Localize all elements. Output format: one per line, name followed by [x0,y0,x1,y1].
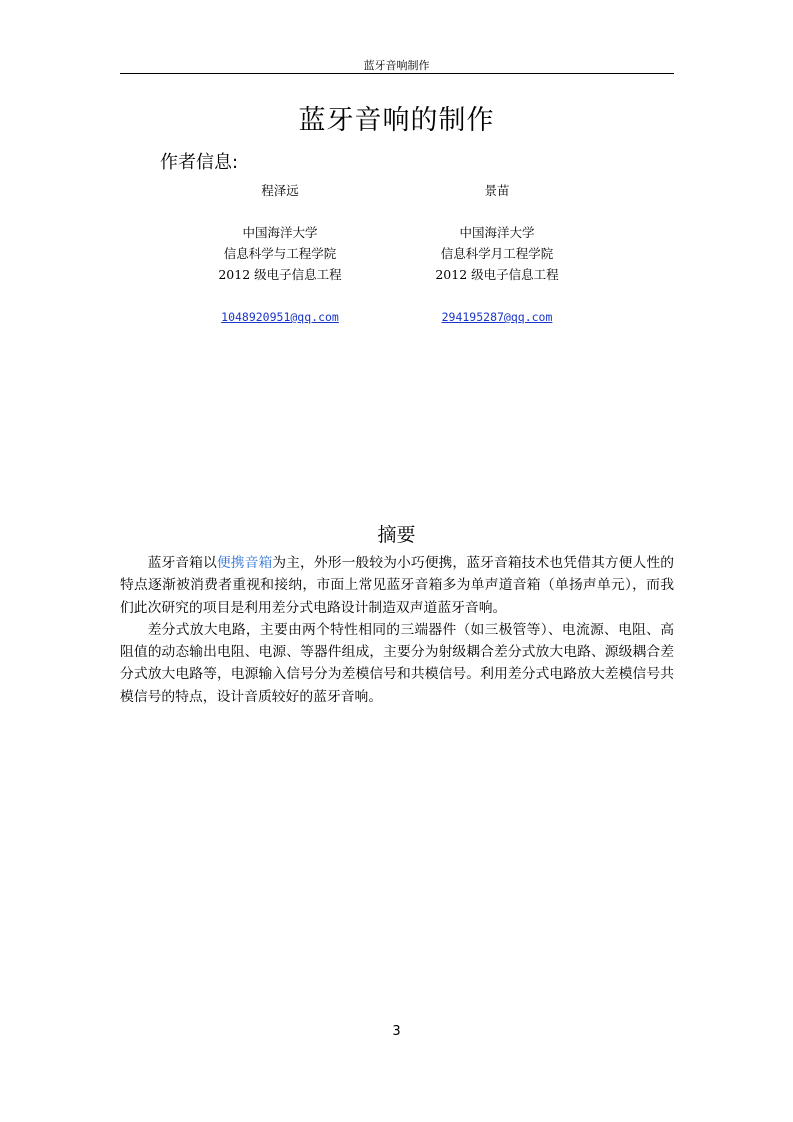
author-email-link[interactable]: 1048920951@qq.com [221,310,339,324]
author-block-2 [397,180,597,327]
header-divider [120,73,674,74]
author-university: 中国海洋大学 [459,225,535,240]
document-title: 蓝牙音响的制作 [298,105,495,136]
author-major: 2012 级电子信息工程 [435,267,559,282]
author-email-link[interactable]: 294195287@qq.com [441,310,553,324]
author-info-heading: 作者信息: [160,152,239,173]
abstract-heading: 摘要 [377,524,416,546]
portable-speaker-link[interactable]: 便携音箱 [216,555,273,571]
author-school: 信息科学与工程学院 [223,246,337,261]
abstract-paragraph-1: 蓝牙音箱以便携音箱为主，外形一般较为小巧便携，蓝牙音箱技术也凭借其方便人性的特点逐渐被消费者重视和接纳，市面上常见蓝牙音箱多为单声道音箱（单扬声单元），而我们此次研究的项目是利用差分式电路设计制造双声道蓝牙音响。 [120,555,675,616]
abstract-paragraph-2: 差分式放大电路，主要由两个特性相同的三端器件（如三极管等）、电流源、电阻、高阻值的动态输出电阻、电源、等器件组成，主要分为射级耦合差分式放大电路、源级耦合差分式放大电路等，电源输入信号分为差模信号和共模信号。利用差分式电路放大差模信号共模信号的特点，设计音质较好的蓝牙音响。 [120,621,674,705]
running-header: 蓝牙音响制作 [363,59,430,72]
page-number: 3 [392,1024,401,1039]
author-school: 信息科学月工程学院 [440,246,554,261]
author-block-1 [180,180,380,327]
abstract-body [120,552,674,708]
author-major: 2012 级电子信息工程 [218,267,342,282]
author-university: 中国海洋大学 [242,225,318,240]
author-name: 景苗 [484,183,510,198]
author-name: 程泽远 [261,183,299,198]
